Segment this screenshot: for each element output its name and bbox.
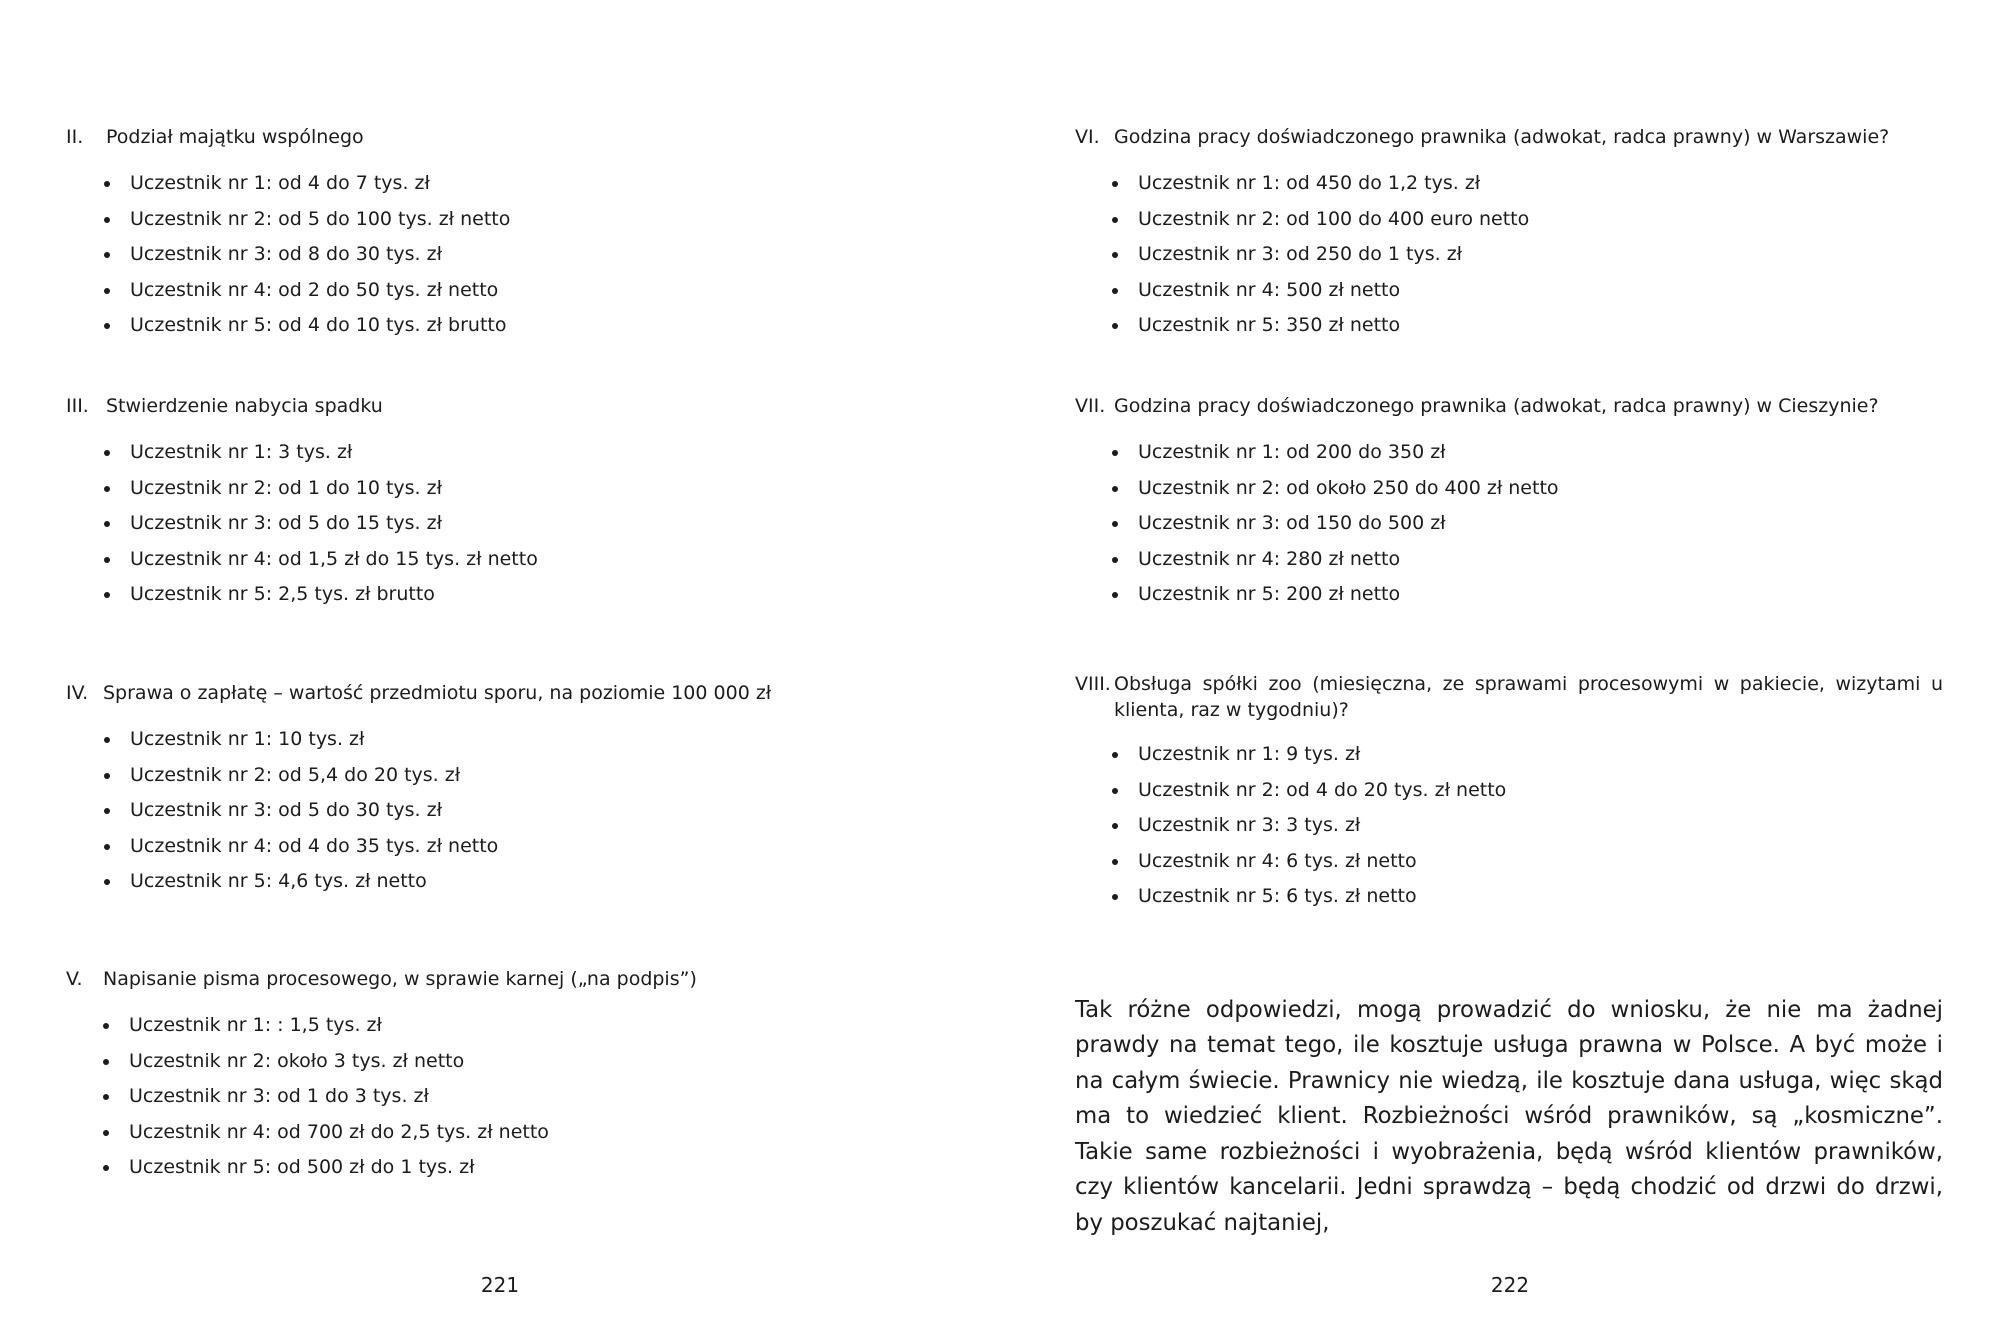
page-number: 221 (480, 1273, 520, 1297)
list-item: Uczestnik nr 2: od 1 do 10 tys. zł (104, 471, 926, 507)
list-item: Uczestnik nr 2: od 5,4 do 20 tys. zł (104, 758, 926, 794)
section-title: Godzina pracy doświadczonego prawnika (adwokat, radca prawny) w Cieszynie? (1114, 395, 1879, 417)
list-item: Uczestnik nr 1: : 1,5 tys. zł (103, 1008, 926, 1044)
section-number: IV. (66, 682, 89, 704)
list-item: Uczestnik nr 2: od 4 do 20 tys. zł netto (1112, 773, 1943, 809)
section-number: III. (66, 395, 89, 417)
body-paragraph: Tak różne odpowiedzi, mogą prowadzić do wniosku, że nie ma żadnej prawdy na temat tego, ile kosztuje usługa prawna w Polsce. A być może i na całym świecie. Prawnicy nie wiedzą, ile kosztuje dana usługa, więc skąd ma to wiedzieć klient. Rozbieżności wśród prawników, są „kosmiczne”. Takie same rozbieżności i wyobrażenia, będą wśród klientów prawników, czy klientów kancelarii. Jedni sprawdzą – będą chodzić od drzwi do drzwi, by poszukać najtaniej, (1075, 996, 1943, 1236)
section-vi (1075, 124, 1943, 344)
list-item: Uczestnik nr 5: 200 zł netto (1112, 577, 1943, 613)
list-item: Uczestnik nr 4: 500 zł netto (1112, 273, 1943, 309)
section-title: Podział majątku wspólnego (106, 126, 364, 148)
section-heading (1075, 671, 1943, 723)
list-item: Uczestnik nr 3: od 5 do 30 tys. zł (104, 793, 926, 829)
list-item: Uczestnik nr 4: 6 tys. zł netto (1112, 844, 1943, 880)
section-number: VIII. (1075, 673, 1111, 695)
list-item: Uczestnik nr 1: od 450 do 1,2 tys. zł (1112, 166, 1943, 202)
list-item: Uczestnik nr 4: 280 zł netto (1112, 542, 1943, 578)
list-item: Uczestnik nr 3: od 8 do 30 tys. zł (104, 237, 926, 273)
section-heading (66, 393, 926, 419)
list-item: Uczestnik nr 4: od 2 do 50 tys. zł netto (104, 273, 926, 309)
participant-list (1112, 435, 1943, 613)
section-ii (66, 124, 926, 344)
section-iv (66, 680, 926, 900)
section-heading (66, 124, 926, 150)
list-item: Uczestnik nr 5: od 500 zł do 1 tys. zł (103, 1150, 926, 1186)
page-number: 222 (1490, 1273, 1530, 1297)
section-v (66, 966, 926, 1186)
section-title: Napisanie pisma procesowego, w sprawie karnej („na podpis”) (103, 968, 697, 990)
list-item: Uczestnik nr 5: od 4 do 10 tys. zł brutto (104, 308, 926, 344)
list-item: Uczestnik nr 3: od 5 do 15 tys. zł (104, 506, 926, 542)
list-item: Uczestnik nr 1: od 4 do 7 tys. zł (104, 166, 926, 202)
list-item: Uczestnik nr 1: 3 tys. zł (104, 435, 926, 471)
list-item: Uczestnik nr 5: 4,6 tys. zł netto (104, 864, 926, 900)
section-number: V. (66, 968, 83, 990)
section-vii (1075, 393, 1943, 613)
section-number: II. (66, 126, 84, 148)
section-number: VII. (1075, 395, 1106, 417)
list-item: Uczestnik nr 2: od 5 do 100 tys. zł netto (104, 202, 926, 238)
list-item: Uczestnik nr 5: 2,5 tys. zł brutto (104, 577, 926, 613)
participant-list (1112, 166, 1943, 344)
participant-list (104, 435, 926, 613)
section-iii (66, 393, 926, 613)
list-item: Uczestnik nr 1: 10 tys. zł (104, 722, 926, 758)
list-item: Uczestnik nr 4: od 1,5 zł do 15 tys. zł netto (104, 542, 926, 578)
section-viii (1075, 671, 1943, 915)
participant-list (104, 166, 926, 344)
list-item: Uczestnik nr 3: od 1 do 3 tys. zł (103, 1079, 926, 1115)
list-item: Uczestnik nr 3: 3 tys. zł (1112, 808, 1943, 844)
list-item: Uczestnik nr 3: od 250 do 1 tys. zł (1112, 237, 1943, 273)
list-item: Uczestnik nr 2: od około 250 do 400 zł netto (1112, 471, 1943, 507)
section-heading (66, 680, 926, 706)
list-item: Uczestnik nr 5: 350 zł netto (1112, 308, 1943, 344)
list-item: Uczestnik nr 2: około 3 tys. zł netto (103, 1044, 926, 1080)
participant-list (103, 1008, 926, 1186)
list-item: Uczestnik nr 4: od 4 do 35 tys. zł netto (104, 829, 926, 865)
section-heading (66, 966, 926, 992)
section-title: Sprawa o zapłatę – wartość przedmiotu sporu, na poziomie 100 000 zł (103, 682, 772, 704)
section-heading (1075, 393, 1943, 419)
section-heading (1075, 124, 1943, 150)
participant-list (1112, 737, 1943, 915)
list-item: Uczestnik nr 3: od 150 do 500 zł (1112, 506, 1943, 542)
section-title: Godzina pracy doświadczonego prawnika (adwokat, radca prawny) w Warszawie? (1114, 126, 1890, 148)
section-title: Obsługa spółki zoo (miesięczna, ze sprawami procesowymi w pakiecie, wizytami u klienta, raz w tygodniu)? (1114, 673, 1943, 721)
list-item: Uczestnik nr 1: od 200 do 350 zł (1112, 435, 1943, 471)
list-item: Uczestnik nr 2: od 100 do 400 euro netto (1112, 202, 1943, 238)
list-item: Uczestnik nr 1: 9 tys. zł (1112, 737, 1943, 773)
list-item: Uczestnik nr 4: od 700 zł do 2,5 tys. zł netto (103, 1115, 926, 1151)
participant-list (104, 722, 926, 900)
right-page (1000, 0, 2000, 1335)
section-title: Stwierdzenie nabycia spadku (106, 395, 383, 417)
section-number: VI. (1075, 126, 1100, 148)
list-item: Uczestnik nr 5: 6 tys. zł netto (1112, 879, 1943, 915)
